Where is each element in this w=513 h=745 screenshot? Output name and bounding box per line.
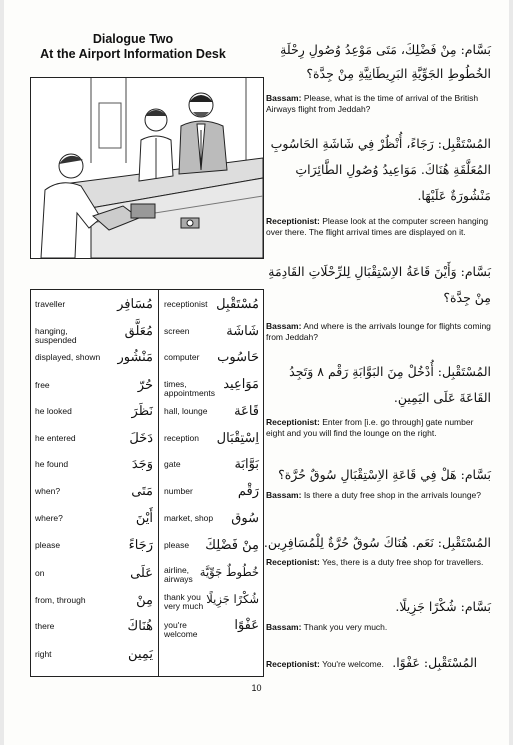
vocab-row — [35, 511, 155, 540]
vocab-row — [164, 377, 261, 406]
vocab-row — [164, 511, 261, 540]
vocab-arabic: قَاعَة — [234, 404, 259, 419]
vocab-english: he found — [35, 459, 69, 469]
final-exchange — [266, 655, 499, 670]
airport-desk-illustration — [30, 77, 264, 259]
vocab-english: receptionist — [164, 299, 208, 309]
arabic-line: المُسْتَقْبِل: عَفْوًا. — [392, 655, 478, 670]
vocab-row — [164, 484, 261, 513]
english-translation — [266, 557, 494, 568]
translation-text: Is there a duty free shop in the arrivals lounge? — [303, 490, 482, 500]
english-translation — [266, 417, 494, 438]
arabic-line: المُسْتَقْبِل: أُدْخُلْ مِنَ البَوَّابَةِ رَقْم ٨ وَتَجِدُ — [289, 364, 491, 379]
vocab-english: when? — [35, 486, 61, 496]
vocab-row — [164, 457, 261, 486]
vocab-english: displayed, shown — [35, 352, 101, 362]
vocab-arabic: عَلَى — [130, 566, 153, 581]
vocab-row — [35, 350, 155, 379]
english-translation — [266, 216, 494, 237]
vocab-arabic: هُنَاكَ — [127, 619, 153, 634]
vocab-english: he entered — [35, 433, 76, 443]
vocab-english: please — [35, 540, 61, 550]
page-number: 10 — [251, 683, 262, 693]
translation-text: And where is the arrivals lounge for flights coming from Jeddah? — [266, 321, 491, 342]
vocab-arabic: مِنْ — [136, 593, 153, 608]
speaker-name: Receptionist: — [266, 557, 320, 567]
vocab-row — [164, 566, 261, 592]
vocab-row — [35, 647, 155, 676]
vocab-english: hall, lounge — [164, 406, 208, 416]
vocab-english: reception — [164, 433, 199, 443]
arabic-line: المُسْتَقْبِل: رَجَاءً، أُنْظُرْ فِي شَاشَةِ الحَاسُوبِ — [270, 136, 491, 151]
vocab-arabic: مُعَلَّق — [124, 324, 153, 339]
vocab-english: times, appointments — [164, 379, 216, 398]
vocab-english: market, shop — [164, 513, 214, 523]
vocab-arabic: سُوق — [231, 511, 259, 526]
vocab-arabic: اِسْتِقْبَال — [216, 431, 259, 446]
vocab-row — [35, 538, 155, 567]
translation-text: You're welcome. — [322, 659, 384, 669]
vocab-arabic: مُسَافِر — [117, 297, 153, 312]
vocab-arabic: حَاسُوب — [217, 350, 259, 365]
arabic-line: مِنْ جِدَّة؟ — [443, 290, 491, 305]
vocab-arabic: مَنْشُور — [117, 350, 153, 365]
dialogue-title: Dialogue Two — [92, 32, 174, 46]
translation-text: Enter from [i.e. go through] gate number eight and you will find the lounge on the right. — [266, 417, 474, 438]
vocab-arabic: مَوَاعِيد — [223, 377, 259, 392]
vocab-english: gate — [164, 459, 181, 469]
arabic-line: الخُطُوطِ الجَوِّيَّةِ البَرِيطَانِيَّةِ مِنْ جِدَّة؟ — [306, 66, 491, 81]
vocab-arabic: رَقْم — [237, 484, 259, 499]
vocab-english: please — [164, 540, 190, 550]
arabic-line: بَسَّام: هَلْ فِي قَاعَةِ الاِسْتِقْبَالِ سُوقٌ حُرَّة؟ — [278, 467, 491, 482]
arabic-line: بَسَّام: وَأَيْنَ قَاعَةُ الاِسْتِقْبَالِ لِلرِّحْلَاتِ القَادِمَةِ — [268, 264, 491, 279]
vocab-arabic: خُطُوطٌ جَوِّيَّة — [199, 565, 259, 579]
vocab-english: where? — [35, 513, 63, 523]
vocab-row — [164, 618, 261, 647]
vocab-row — [164, 404, 261, 433]
vocab-row — [164, 297, 261, 326]
vocab-english: hanging, suspended — [35, 326, 77, 345]
vocab-arabic: أَيْنَ — [135, 511, 153, 526]
vocab-english: you're welcome — [164, 620, 198, 639]
arabic-line: بَسَّام: مِنْ فَضْلِكَ، مَتَى مَوْعِدُ وُصُولِ رِحْلَةِ — [280, 42, 491, 57]
english-translation — [266, 622, 494, 633]
vocab-row — [35, 484, 155, 513]
vocab-english: airline, airways — [164, 565, 193, 584]
speaker-name: Bassam: — [266, 321, 302, 331]
vocab-row — [35, 457, 155, 486]
vocab-english: number — [164, 486, 193, 496]
translation-text: Thank you very much. — [303, 622, 388, 632]
vocab-english: right — [35, 649, 52, 659]
dialogue-heading — [28, 32, 238, 62]
vocab-english: on — [35, 568, 45, 578]
arabic-line: المُسْتَقْبِل: نَعَم. هُنَاكَ سُوقٌ حُرَّةٌ لِلْمُسَافِرِين. — [263, 535, 491, 550]
vocab-english: thank you very much — [164, 592, 204, 611]
vocab-row — [35, 297, 155, 326]
vocab-arabic: عَفْوًا — [234, 618, 259, 633]
vocab-arabic: بَوَّابَة — [234, 457, 259, 472]
vocab-arabic: دَخَلَ — [129, 431, 153, 446]
vocab-english: screen — [164, 326, 190, 336]
vocab-arabic: مَتَى — [131, 484, 153, 499]
english-translation — [266, 490, 494, 501]
illustration-drawing — [31, 78, 263, 258]
vocab-english: from, through — [35, 595, 86, 605]
translation-text: Please, what is the time of arrival of the British Airways flight from Jeddah? — [266, 93, 479, 114]
arabic-line: بَسَّام: شُكْرًا جَزِيلًا. — [395, 599, 491, 614]
vocab-english: he looked — [35, 406, 72, 416]
speaker-name: Bassam: — [266, 490, 302, 500]
speaker-name: Bassam: — [266, 622, 302, 632]
textbook-page — [4, 0, 509, 745]
vocab-english: computer — [164, 352, 200, 362]
speaker-name: Bassam: — [266, 93, 302, 103]
vocab-arabic: يَمِين — [128, 647, 153, 662]
vocab-row — [164, 593, 261, 619]
speaker-name: Receptionist: — [266, 216, 320, 226]
vocab-english: there — [35, 621, 55, 631]
arabic-line: القَاعَةَ عَلَى اليَمِينِ. — [393, 390, 491, 405]
vocab-row — [35, 619, 155, 648]
vocab-arabic: وَجَدَ — [131, 457, 153, 472]
translation-text: Yes, there is a duty free shop for travellers. — [322, 557, 484, 567]
arabic-line: المُعَلَّقَةِ هُنَاكَ. مَوَاعِيدُ وُصُولِ الطَّائِرَاتِ — [295, 162, 491, 177]
vocab-arabic: شَاشَة — [226, 324, 259, 339]
vocab-english: traveller — [35, 299, 66, 309]
vocab-row — [164, 350, 261, 379]
vocabulary-divider — [158, 290, 159, 676]
vocab-arabic: نَظَرَ — [131, 404, 153, 419]
speaker-name: Receptionist: — [266, 659, 320, 669]
vocab-row — [35, 404, 155, 433]
vocab-arabic: شُكْرًا جَزِيلًا — [206, 592, 259, 606]
vocab-arabic: رَجَاءً — [128, 538, 153, 553]
speaker-name: Receptionist: — [266, 417, 320, 427]
english-translation — [266, 93, 494, 114]
vocab-arabic: مِنْ فَضْلِكَ — [205, 538, 259, 553]
vocab-row — [35, 566, 155, 595]
arabic-line: مَنْشُورَةٌ عَلَيْهَا. — [417, 188, 491, 203]
vocabulary-box — [30, 289, 264, 677]
translation-text: Please look at the computer screen hanging over there. The flight arrival times are displayed on it. — [266, 216, 489, 237]
vocab-arabic: مُسْتَقْبِل — [216, 297, 259, 312]
dialogue-subtitle: At the Airport Information Desk — [40, 47, 226, 61]
vocab-arabic: حُرّ — [137, 378, 153, 393]
english-translation — [266, 321, 494, 342]
vocab-english: free — [35, 380, 50, 390]
